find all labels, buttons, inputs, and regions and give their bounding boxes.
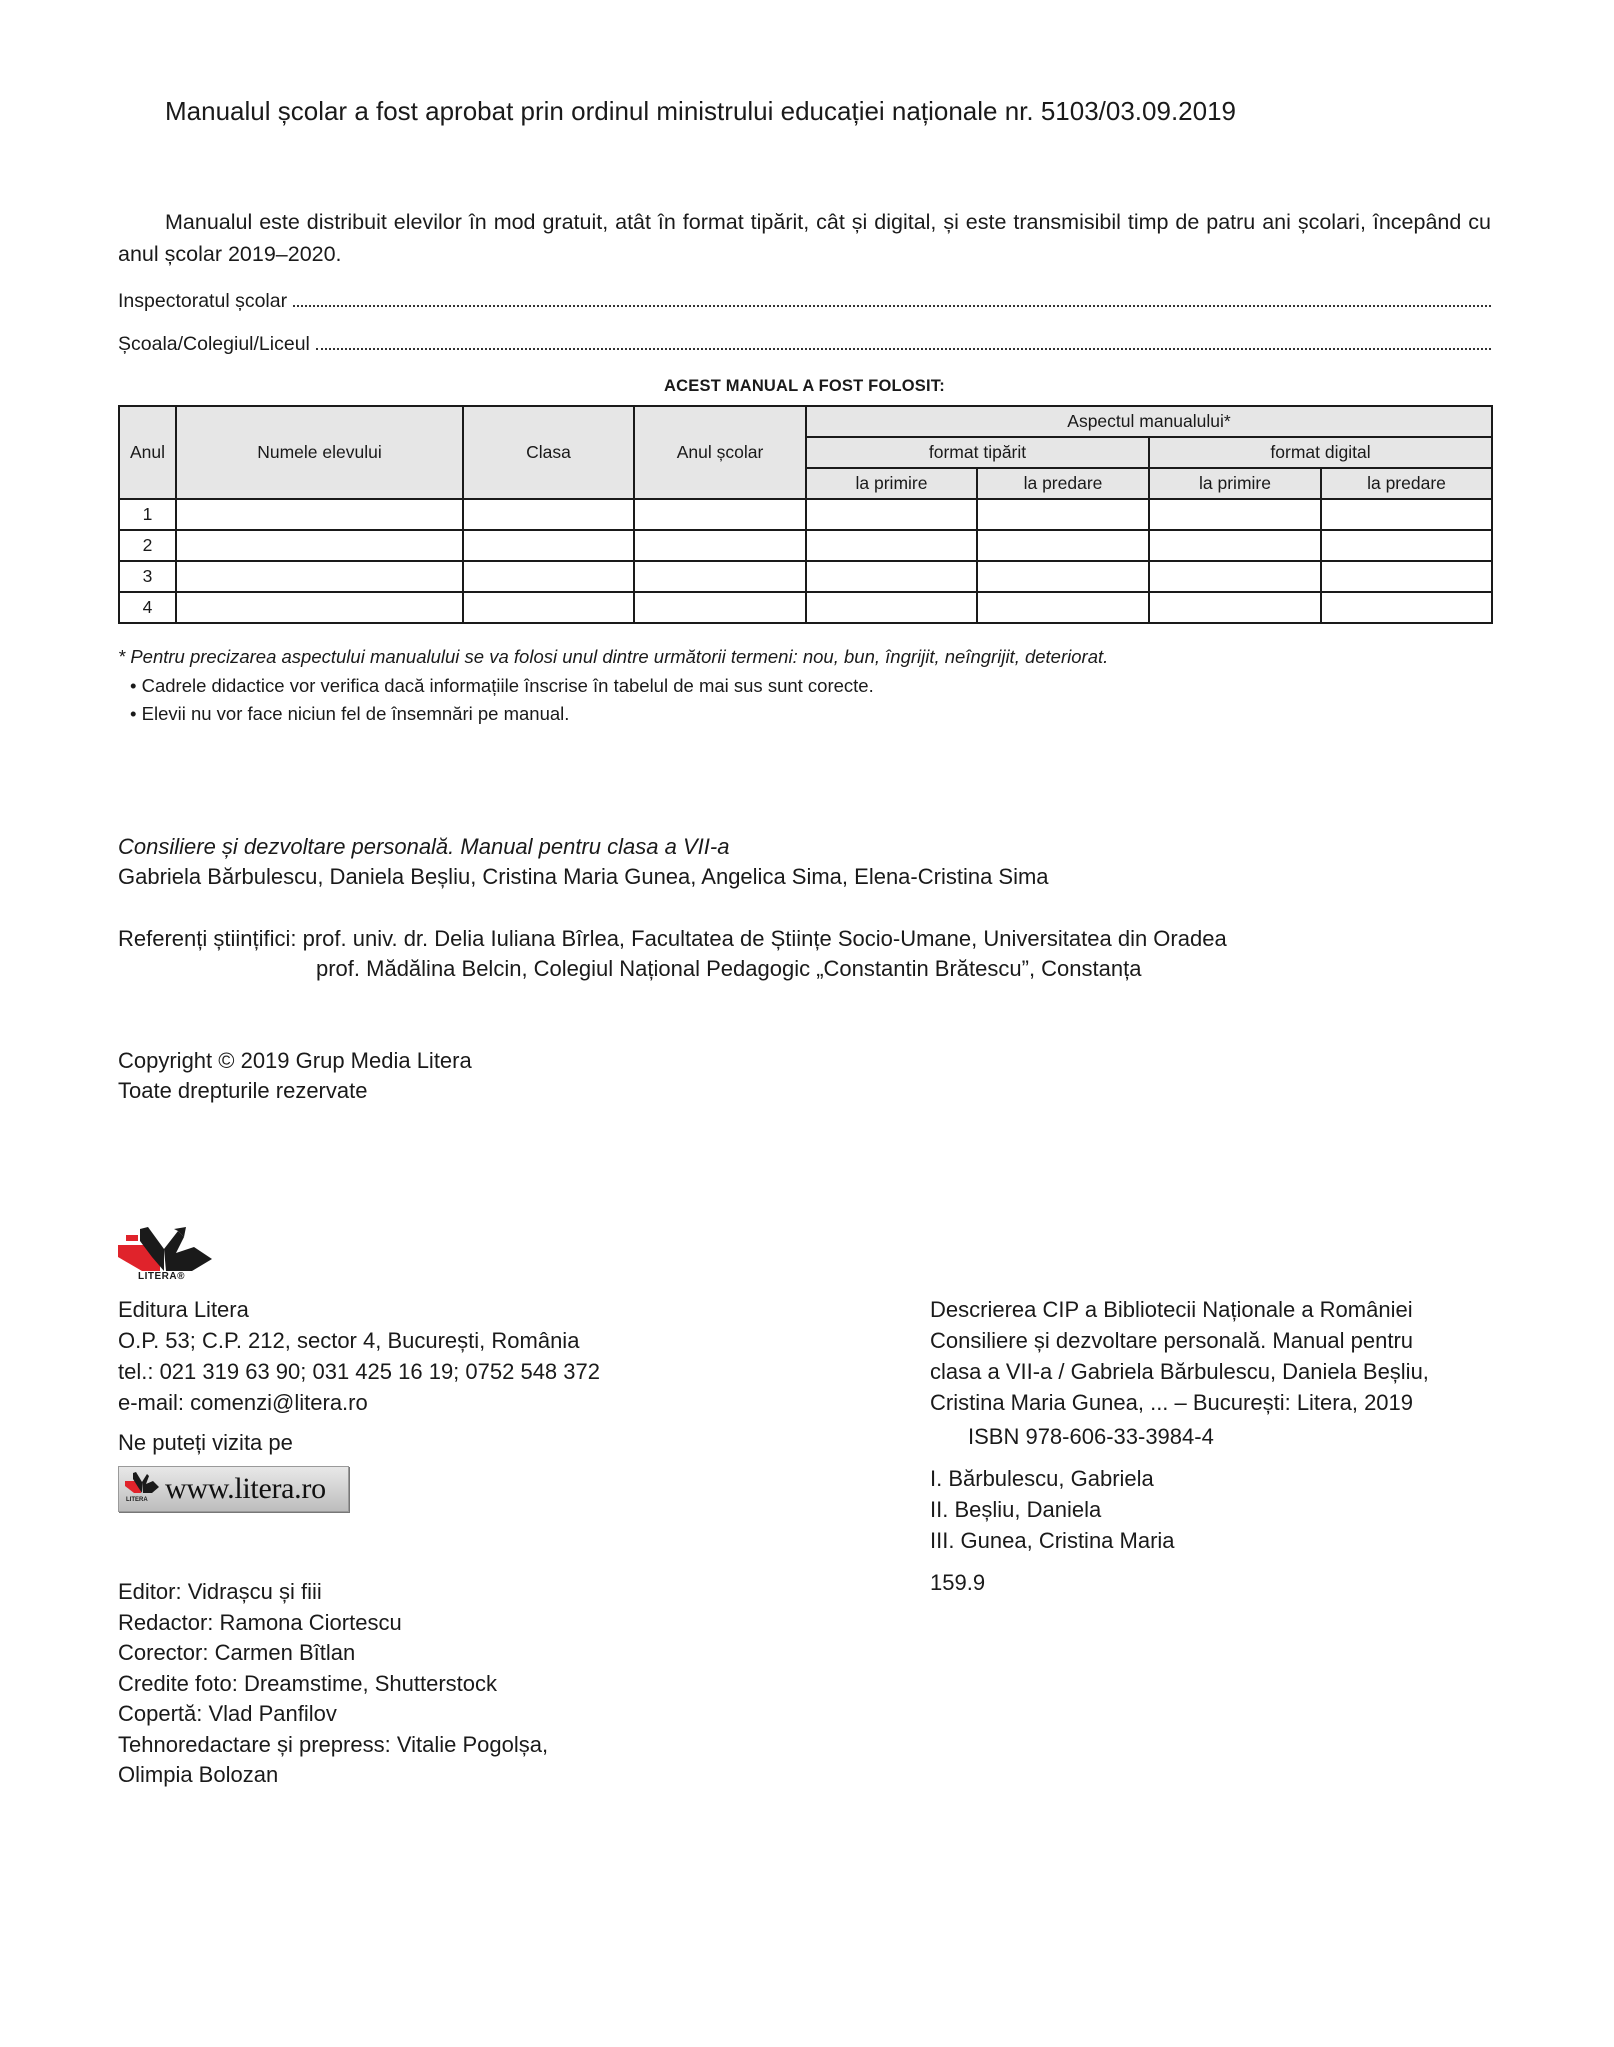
header-aspect: Aspectul manualului* bbox=[806, 406, 1492, 437]
header-digital-format: format digital bbox=[1149, 437, 1492, 468]
note-students: • Elevii nu vor face niciun fel de însemnări pe manual. bbox=[130, 703, 570, 724]
staff-editor: Editor: Vidrașcu și fiii bbox=[118, 1579, 322, 1604]
cell-empty bbox=[176, 561, 463, 592]
copyright-line: Copyright © 2019 Grup Media Litera bbox=[118, 1048, 472, 1073]
litera-logo bbox=[118, 1227, 214, 1283]
approval-statement: Manualul școlar a fost aprobat prin ordinul ministrului educației naționale nr. 5103/03.09.2019 bbox=[165, 96, 1237, 126]
cell-empty bbox=[806, 561, 977, 592]
publisher-email: e-mail: comenzi@litera.ro bbox=[118, 1390, 368, 1415]
cell-empty bbox=[1149, 561, 1321, 592]
referee-line-2: prof. Mădălina Belcin, Colegiul Național Pedagogic „Constantin Brătescu”, Constanța bbox=[316, 956, 1142, 981]
staff-photo-credits: Credite foto: Dreamstime, Shutterstock bbox=[118, 1670, 498, 1696]
table-row bbox=[119, 530, 1492, 561]
header-class: Clasa bbox=[463, 406, 634, 499]
cell-empty bbox=[634, 592, 806, 623]
school-label: Școala/Colegiul/Liceul bbox=[118, 333, 310, 355]
referee-line-1: Referenți științifici: prof. univ. dr. Delia Iuliana Bîrlea, Facultatea de Științe Socio-Umane, Universitatea din Oradea bbox=[118, 926, 1227, 951]
logo-wordmark: LITERA® bbox=[138, 1271, 185, 1282]
usage-table bbox=[118, 405, 1493, 624]
row-number: 4 bbox=[119, 592, 176, 623]
row-number: 2 bbox=[119, 530, 176, 561]
header-anul: Anul bbox=[119, 406, 176, 499]
cell-empty bbox=[176, 592, 463, 623]
note-teachers: • Cadrele didactice vor verifica dacă informațiile înscrise în tabelul de mai sus sunt corecte. bbox=[130, 675, 874, 696]
inspectorat-field bbox=[118, 290, 1491, 313]
cell-empty bbox=[1321, 499, 1492, 530]
cell-empty bbox=[463, 561, 634, 592]
cell-empty bbox=[806, 499, 977, 530]
cip-line-2: Consiliere și dezvoltare personală. Manual pentru bbox=[930, 1328, 1414, 1353]
staff-prepress-cont: Olimpia Bolozan bbox=[118, 1762, 279, 1787]
cell-empty bbox=[1149, 499, 1321, 530]
litera-mini-logo-icon bbox=[125, 1471, 159, 1499]
staff-prepress: Tehnoredactare și prepress: Vitalie Pogolșa, bbox=[118, 1731, 549, 1757]
cip-entry-2: II. Beșliu, Daniela bbox=[930, 1497, 1102, 1522]
cip-line-1: Descrierea CIP a Bibliotecii Naționale a României bbox=[930, 1297, 1413, 1322]
header-digital-returned: la predare bbox=[1321, 468, 1492, 499]
header-school-year: Anul școlar bbox=[634, 406, 806, 499]
visit-label: Ne puteți vizita pe bbox=[118, 1430, 293, 1455]
cell-empty bbox=[176, 530, 463, 561]
cell-empty bbox=[977, 592, 1149, 623]
staff-corector: Corector: Carmen Bîtlan bbox=[118, 1640, 356, 1665]
cell-empty bbox=[463, 592, 634, 623]
header-printed-format: format tipărit bbox=[806, 437, 1149, 468]
cell-empty bbox=[977, 561, 1149, 592]
cell-empty bbox=[176, 499, 463, 530]
school-dotted-line bbox=[316, 347, 1491, 350]
cell-empty bbox=[634, 561, 806, 592]
cell-empty bbox=[1321, 561, 1492, 592]
publisher-address: O.P. 53; C.P. 212, sector 4, București, România bbox=[118, 1328, 580, 1353]
cell-empty bbox=[1321, 592, 1492, 623]
rights-reserved: Toate drepturile rezervate bbox=[118, 1078, 368, 1103]
cell-empty bbox=[634, 499, 806, 530]
cip-line-4: Cristina Maria Gunea, ... – București: Litera, 2019 bbox=[930, 1390, 1414, 1415]
cell-empty bbox=[977, 499, 1149, 530]
cell-empty bbox=[463, 530, 634, 561]
row-number: 3 bbox=[119, 561, 176, 592]
staff-redactor: Redactor: Ramona Ciortescu bbox=[118, 1609, 402, 1635]
cell-empty bbox=[977, 530, 1149, 561]
cell-empty bbox=[1149, 592, 1321, 623]
website-logo bbox=[125, 1471, 159, 1507]
header-printed-returned: la predare bbox=[977, 468, 1149, 499]
table-row bbox=[119, 592, 1492, 623]
cell-empty bbox=[634, 530, 806, 561]
table-row bbox=[119, 561, 1492, 592]
isbn: ISBN 978-606-33-3984-4 bbox=[968, 1424, 1214, 1449]
header-digital-received: la primire bbox=[1149, 468, 1321, 499]
cip-description bbox=[930, 1294, 1429, 1418]
book-title: Consiliere și dezvoltare personală. Manual pentru clasa a VII-a bbox=[118, 834, 730, 859]
table-row bbox=[119, 499, 1492, 530]
inspectorat-label: Inspectoratul școlar bbox=[118, 290, 288, 312]
distribution-paragraph: Manualul este distribuit elevilor în mod gratuit, atât în format tipărit, cât și digital, și este transmisibil timp de patru ani școlari, începând cu anul școlar 2019–2020. bbox=[118, 210, 1491, 266]
school-field bbox=[118, 333, 1491, 356]
cip-entry-1: I. Bărbulescu, Gabriela bbox=[930, 1466, 1154, 1491]
cip-entry-3: III. Gunea, Cristina Maria bbox=[930, 1528, 1175, 1553]
book-info bbox=[118, 832, 1049, 892]
website-button[interactable] bbox=[118, 1466, 349, 1512]
website-url[interactable]: www.litera.ro bbox=[165, 1472, 326, 1505]
publisher-phone: tel.: 021 319 63 90; 031 425 16 19; 0752 548 372 bbox=[118, 1359, 600, 1384]
cell-empty bbox=[1149, 530, 1321, 561]
mini-logo-wordmark: LITERA bbox=[126, 1497, 148, 1503]
referees bbox=[118, 924, 1227, 984]
header-student-name: Numele elevului bbox=[176, 406, 463, 499]
header-printed-received: la primire bbox=[806, 468, 977, 499]
inspectorat-dotted-line bbox=[293, 304, 1491, 307]
publisher-info bbox=[118, 1294, 600, 1418]
copyright-block bbox=[118, 1046, 472, 1106]
staff-cover: Copertă: Vlad Panfilov bbox=[118, 1701, 337, 1726]
row-number: 1 bbox=[119, 499, 176, 530]
publisher-name: Editura Litera bbox=[118, 1297, 249, 1322]
udc-code: 159.9 bbox=[930, 1570, 986, 1595]
cip-entries bbox=[930, 1463, 1175, 1556]
cell-empty bbox=[806, 530, 977, 561]
cell-empty bbox=[1321, 530, 1492, 561]
aspect-footnote: * Pentru precizarea aspectului manualului se va folosi unul dintre următorii termeni: nou, bun, îngrijit, neîngrijit, deteriorat. bbox=[118, 646, 1109, 667]
usage-table-title: ACEST MANUAL A FOST FOLOSIT: bbox=[664, 377, 945, 395]
cell-empty bbox=[463, 499, 634, 530]
cip-line-3: clasa a VII-a / Gabriela Bărbulescu, Daniela Beșliu, bbox=[930, 1359, 1429, 1384]
book-authors: Gabriela Bărbulescu, Daniela Beșliu, Cristina Maria Gunea, Angelica Sima, Elena-Cristina Sima bbox=[118, 864, 1049, 889]
cell-empty bbox=[806, 592, 977, 623]
staff-credits bbox=[118, 1577, 548, 1791]
